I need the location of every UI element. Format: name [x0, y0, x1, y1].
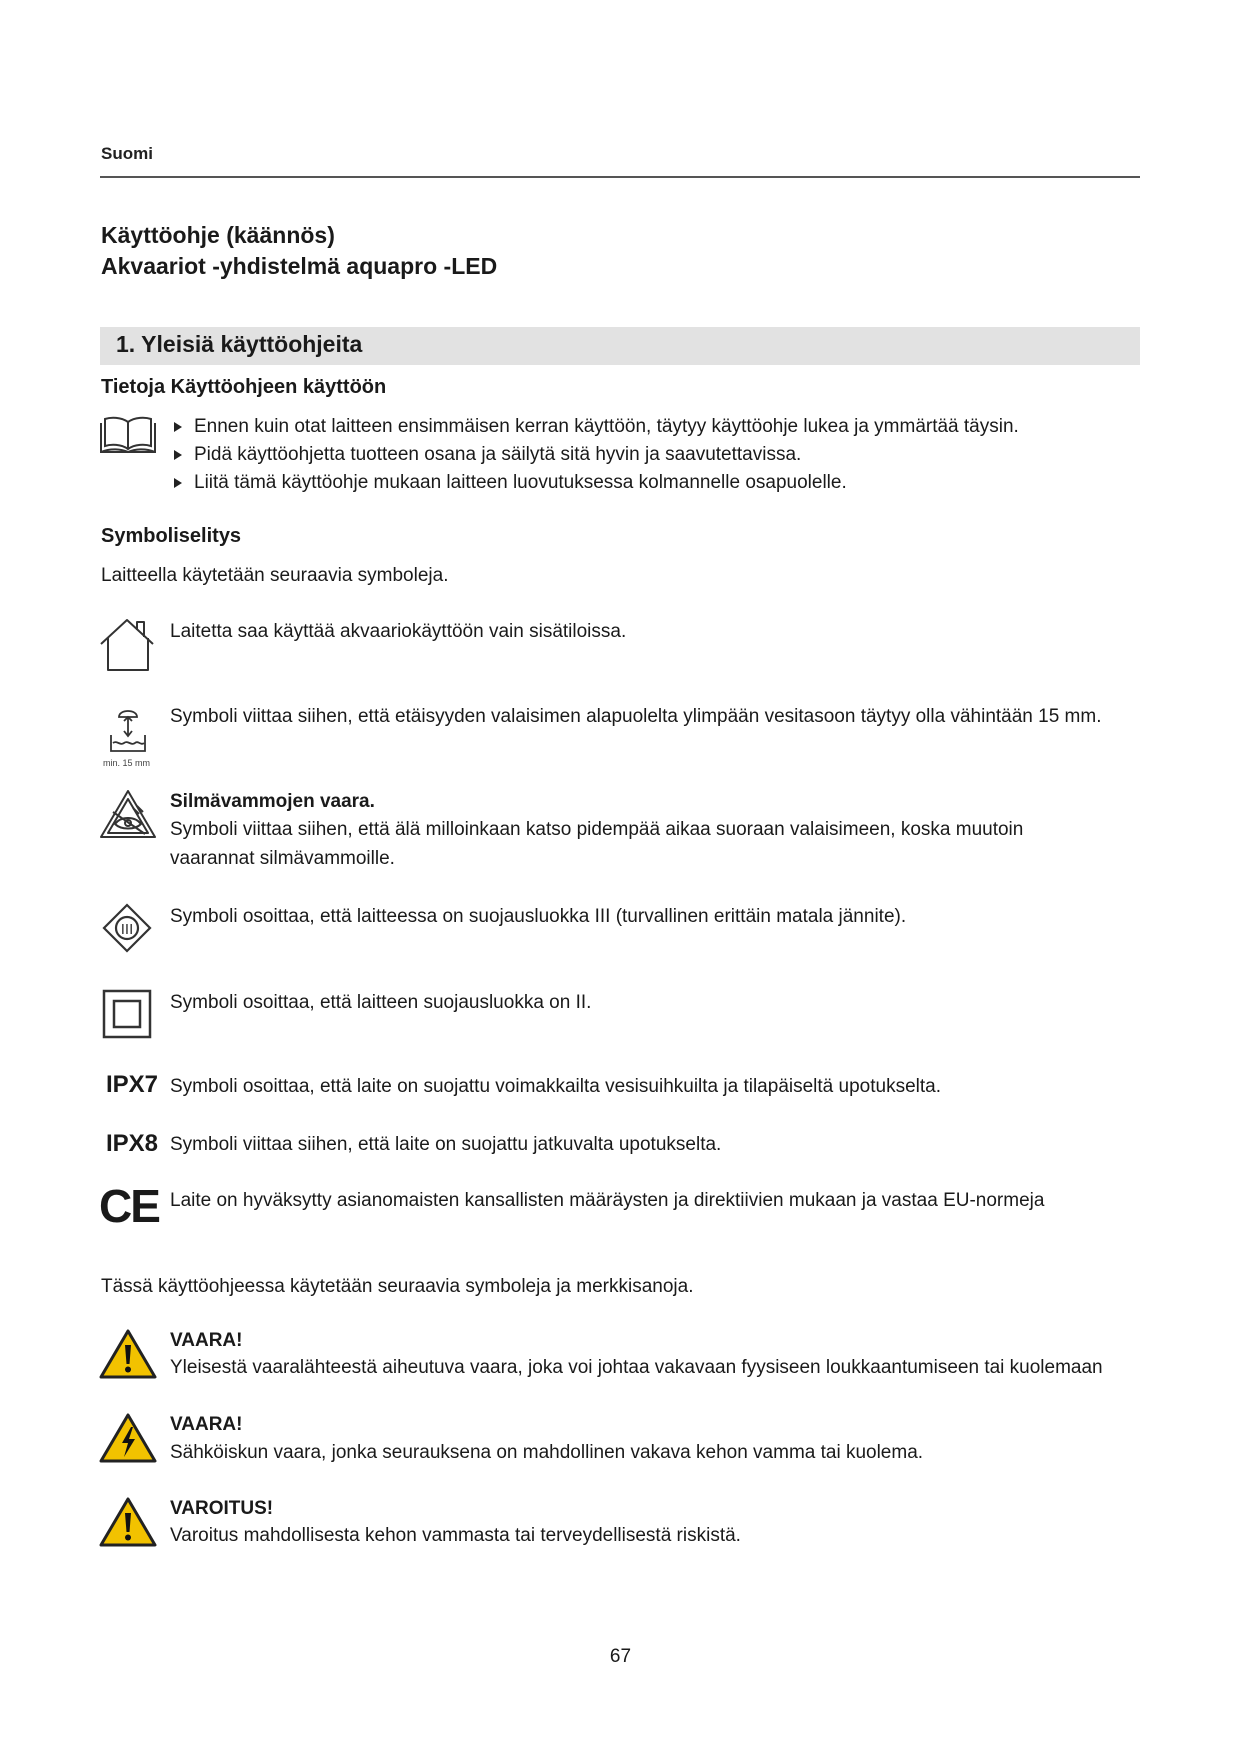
bullet-icon	[174, 422, 182, 432]
danger-title: VAARA!	[170, 1330, 243, 1351]
electric-hazard-icon	[98, 1412, 158, 1464]
section-title: Yleisiä käyttöohjeita	[141, 331, 363, 357]
manual-info-list	[172, 413, 1019, 497]
page-number: 67	[609, 1646, 632, 1667]
symbols-heading: Symboliselitys	[101, 525, 242, 547]
title-line-1: Käyttöohje (käännös)	[101, 222, 335, 248]
warning-title: VAROITUS!	[170, 1498, 274, 1519]
protection-class-3-label: III	[120, 921, 134, 938]
title-line-2: Akvaariot -yhdistelmä aquapro -LED	[101, 253, 498, 279]
ipx8-code: IPX8	[106, 1130, 159, 1157]
warning-exclamation-icon	[98, 1328, 158, 1380]
ipx7-text: Symboli osoittaa, että laite on suojattu voimakkailta vesisuihkuilta ja tilapäiseltä upotukselta.	[170, 1076, 941, 1097]
book-icon	[99, 414, 157, 454]
house-icon	[99, 617, 157, 673]
class2-text: Symboli osoittaa, että laitteen suojausluokka on II.	[170, 992, 592, 1013]
ce-text: Laite on hyväksytty asianomaisten kansallisten määräysten ja direktiivien mukaan ja vastaa EU-normeja	[170, 1190, 1045, 1211]
ipx7-code: IPX7	[106, 1071, 159, 1098]
header-language: Suomi	[101, 144, 153, 163]
min-distance-icon	[107, 705, 149, 755]
header-rule	[100, 176, 1140, 178]
list-item: Pidä käyttöohjetta tuotteen osana ja säilytä sitä hyvin ja saavutettavissa.	[172, 441, 1019, 469]
protection-class-3-icon	[102, 903, 152, 953]
distance-text: Symboli viittaa siihen, että etäisyyden valaisimen alapuolelta ylimpään vesitasoon täytyy olla vähintään 15 mm.	[170, 706, 1102, 727]
eye-hazard-text: Symboli viittaa siihen, että älä milloinkaan katso pidempää aikaa suoraan valaisimeen, koska muutoin vaarannat silmävammoille.	[170, 819, 1024, 869]
section-heading	[116, 331, 362, 358]
list-item: Ennen kuin otat laitteen ensimmäisen kerran käyttöön, täytyy käyttöohje lukea ja ymmärtää täysin.	[172, 413, 1019, 441]
section-number: 1.	[116, 331, 136, 357]
indoor-text: Laitetta saa käyttää akvaariokäyttöön vain sisätiloissa.	[170, 621, 627, 642]
list-item: Liitä tämä käyttöohje mukaan laitteen luovutuksessa kolmannelle osapuolelle.	[172, 469, 1019, 497]
symbols-intro: Laitteella käytetään seuraavia symboleja.	[101, 565, 449, 586]
document-title	[101, 220, 497, 282]
ipx8-text: Symboli viittaa siihen, että laite on suojattu jatkuvalta upotukselta.	[170, 1134, 722, 1155]
bullet-icon	[174, 450, 182, 460]
protection-class-2-icon	[102, 989, 152, 1039]
electric-danger-title: VAARA!	[170, 1414, 243, 1435]
bullet-icon	[174, 478, 182, 488]
ce-mark-icon: CE	[99, 1180, 159, 1232]
min-distance-caption: min. 15 mm	[103, 758, 151, 768]
danger-text: Yleisestä vaaralähteestä aiheutuva vaara, joka voi johtaa vakavaan fyysiseen loukkaantumiseen tai kuolemaan	[170, 1357, 1103, 1378]
signal-words-intro: Tässä käyttöohjeessa käytetään seuraavia symboleja ja merkkisanoja.	[101, 1276, 694, 1297]
manual-info-heading: Tietoja Käyttöohjeen käyttöön	[101, 376, 387, 398]
warning-exclamation-icon	[98, 1496, 158, 1548]
eye-hazard-icon	[99, 788, 157, 840]
warning-text: Varoitus mahdollisesta kehon vammasta tai terveydellisestä riskistä.	[170, 1525, 741, 1546]
class3-text: Symboli osoittaa, että laitteessa on suojausluokka III (turvallinen erittäin matala jännite).	[170, 906, 907, 927]
electric-danger-text: Sähköiskun vaara, jonka seurauksena on mahdollinen vakava kehon vamma tai kuolema.	[170, 1442, 924, 1463]
eye-hazard-title: Silmävammojen vaara.	[170, 791, 375, 812]
